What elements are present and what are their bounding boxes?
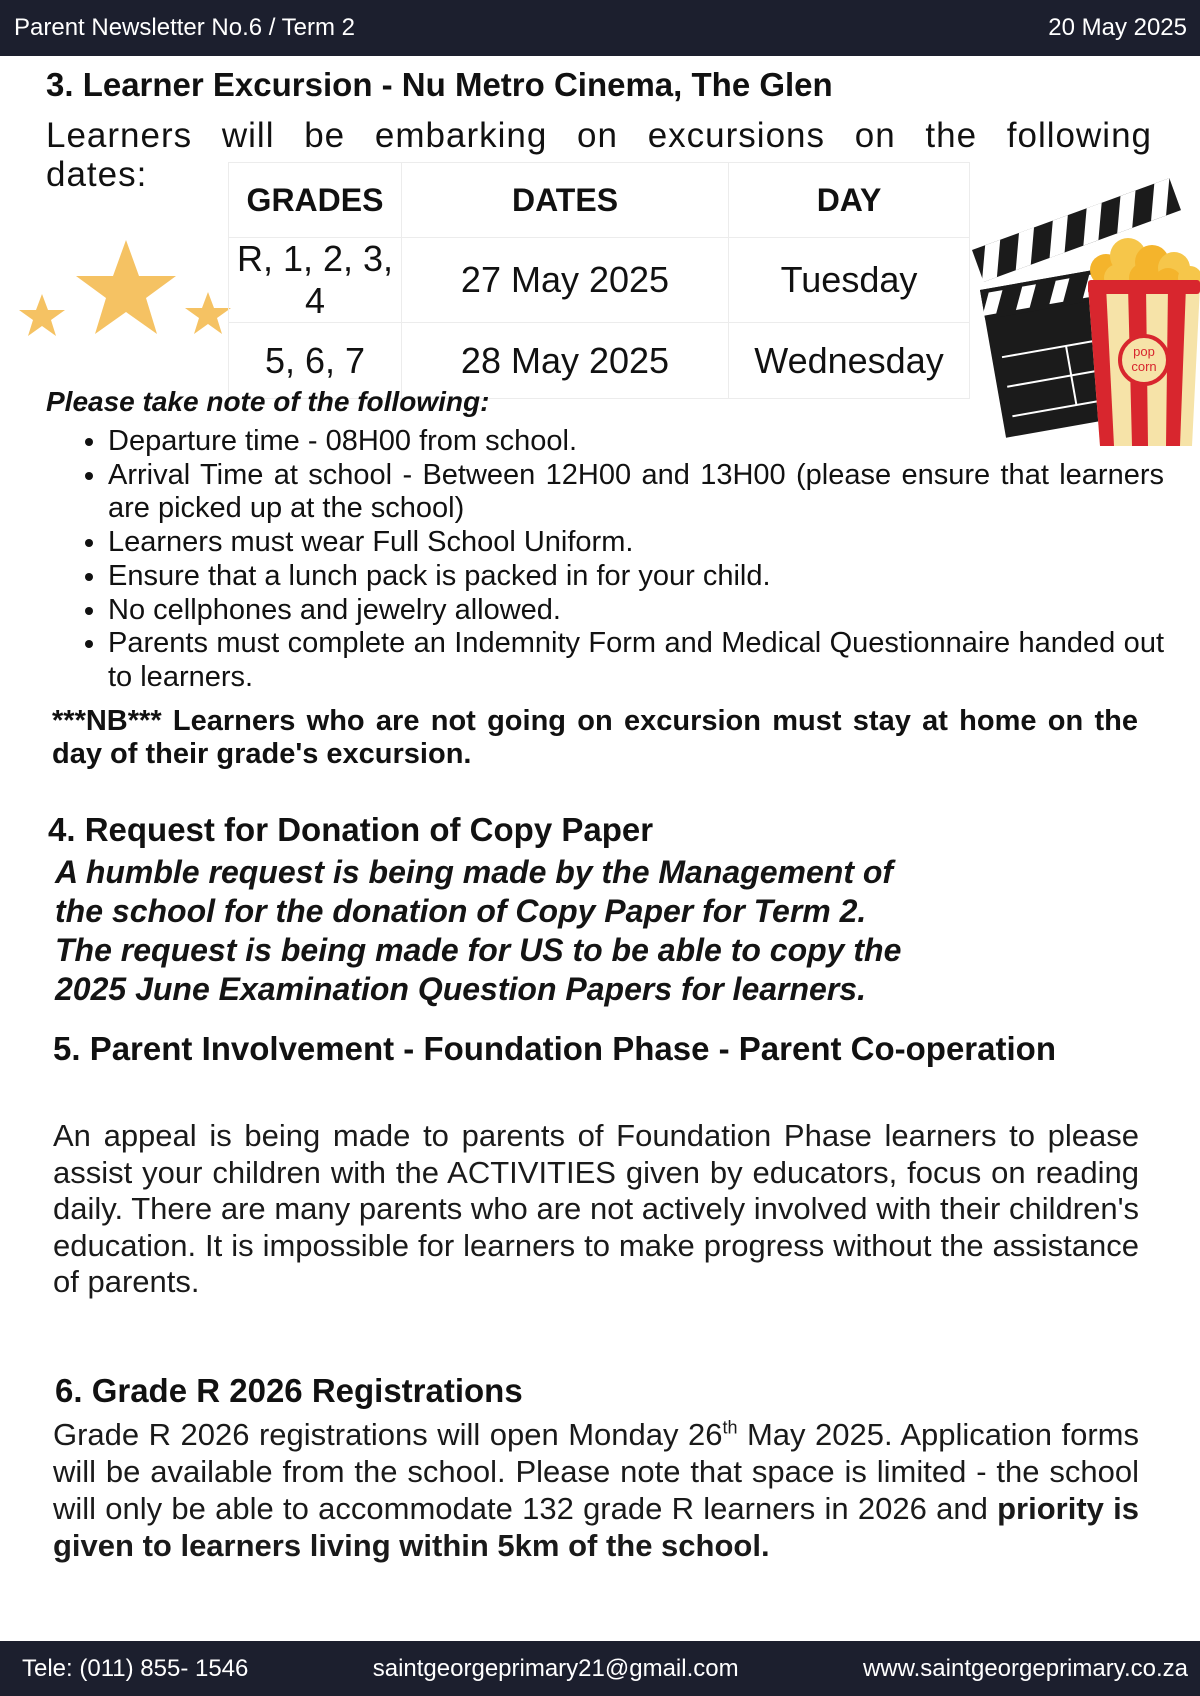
nb-notice: ***NB*** Learners who are not going on excursion must stay at home on the day of their grade's excursion. <box>52 705 1138 770</box>
footer-website[interactable]: www.saintgeorgeprimary.co.za <box>862 1654 1188 1682</box>
newsletter-date: 20 May 2025 <box>1048 14 1187 41</box>
footer-bar <box>0 1641 1200 1696</box>
table-row <box>229 238 970 323</box>
table-cell: 28 May 2025 <box>402 323 729 399</box>
list-item: • Parents must complete an Indemnity Form and Medical Questionnaire handed out to learners. <box>108 627 1164 694</box>
list-item: • Ensure that a lunch pack is packed in for your child. <box>108 560 1164 594</box>
involvement-heading: 5. Parent Involvement - Foundation Phase - Parent Co-operation <box>53 1030 1056 1067</box>
column-header: DAY <box>729 163 970 238</box>
excursion-intro-tail: dates: <box>46 155 148 194</box>
footer-email[interactable]: saintgeorgeprimary21@gmail.com <box>372 1654 739 1682</box>
registration-priority: priority is given to learners living within 5km of the school. <box>53 1491 1139 1563</box>
registration-text: May 2025. Application forms will be available from the school. Please note that space is limited - the school will only be able to accommodate 132 grade R learners in 2026 and <box>53 1417 1139 1526</box>
star-icon <box>185 292 231 334</box>
excursion-intro: Learners will be embarking on excursions on the following <box>46 116 1152 155</box>
table-cell: Tuesday <box>729 238 970 323</box>
donation-heading: 4. Request for Donation of Copy Paper <box>48 811 654 848</box>
list-item: • Learners must wear Full School Uniform. <box>108 526 1164 560</box>
excursion-heading: 3. Learner Excursion - Nu Metro Cinema, The Glen <box>46 66 833 103</box>
table-cell: Wednesday <box>729 323 970 399</box>
svg-text:pop: pop <box>1133 344 1155 359</box>
list-item: • Arrival Time at school - Between 12H00 and 13H00 (please ensure that learners are picked up at the school) <box>108 459 1164 526</box>
donation-line: A humble request is being made by the Management of <box>55 854 894 890</box>
list-item: • No cellphones and jewelry allowed. <box>108 594 1164 628</box>
excursion-schedule-table <box>228 162 970 399</box>
notes-title: Please take note of the following: <box>46 386 490 417</box>
stars-decoration <box>18 238 238 344</box>
donation-line: 2025 June Examination Question Papers for learners. <box>55 971 866 1007</box>
list-item: • Departure time - 08H00 from school. <box>108 425 1164 459</box>
involvement-body: An appeal is being made to parents of Foundation Phase learners to please assist your children with the ACTIVITIES given by educators, focus on reading daily. There are many parents who are not actively involved with their children's education. It is impossible for learners to make progress without the assistance of parents. <box>53 1118 1139 1299</box>
donation-line: The request is being made for US to be able to copy the <box>55 932 902 968</box>
popcorn-icon <box>1088 238 1200 446</box>
column-header: DATES <box>402 163 729 238</box>
table-cell: R, 1, 2, 3, 4 <box>229 238 402 323</box>
registration-superscript: th <box>722 1417 738 1438</box>
donation-body <box>55 853 1145 1009</box>
table-cell: 27 May 2025 <box>402 238 729 323</box>
registration-text: Grade R 2026 registrations will open Monday 26 <box>53 1417 723 1452</box>
footer-phone: Tele: (011) 855- 1546 <box>22 1654 249 1682</box>
star-icon <box>19 294 65 336</box>
newsletter-title: Parent Newsletter No.6 / Term 2 <box>14 14 356 41</box>
registration-body <box>53 1416 1139 1564</box>
cinema-illustration <box>968 150 1200 450</box>
donation-line: the school for the donation of Copy Paper for Term 2. <box>55 893 867 929</box>
registration-heading: 6. Grade R 2026 Registrations <box>55 1372 523 1409</box>
table-cell: 5, 6, 7 <box>229 323 402 399</box>
header-bar <box>0 0 1200 56</box>
notes-list <box>82 425 1164 695</box>
svg-text:corn: corn <box>1131 359 1157 374</box>
star-icon <box>76 240 176 334</box>
column-header: GRADES <box>229 163 402 238</box>
table-header-row <box>229 163 970 238</box>
